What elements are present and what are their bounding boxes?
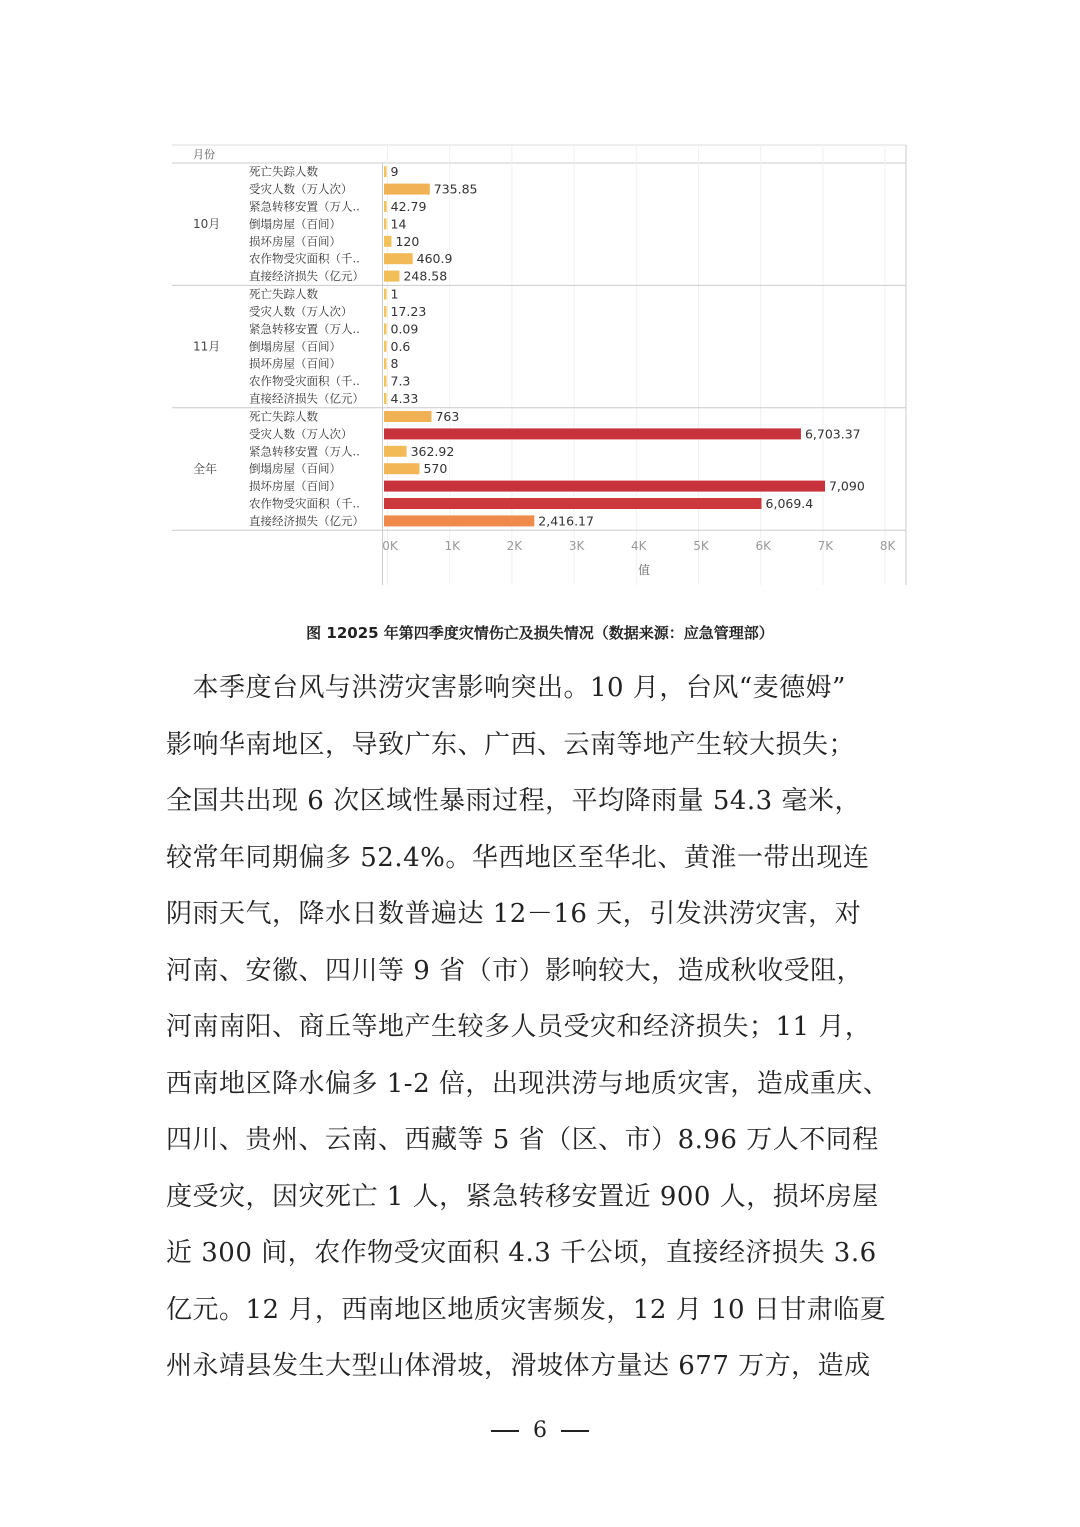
row-label: 紧急转移安置（万人.. — [249, 321, 360, 336]
data-bar — [384, 428, 801, 439]
data-label: 14 — [390, 216, 407, 232]
data-bar — [384, 446, 407, 457]
body-line: 州永靖县发生大型山体滑坡，滑坡体方量达 677 万方，造成 — [166, 1351, 871, 1381]
x-axis-title: 值 — [637, 563, 651, 577]
figure-caption: 图 12025 年第四季度灾情伤亡及损失情况（数据来源：应急管理部） — [306, 624, 774, 642]
x-tick-label: 1K — [444, 539, 460, 553]
data-bar — [384, 218, 387, 229]
row-label: 受灾人数（万人次） — [249, 426, 353, 441]
data-label: 42.79 — [390, 199, 427, 214]
row-label: 农作物受灾面积（千.. — [249, 374, 360, 389]
row-label: 受灾人数（万人次） — [249, 182, 353, 197]
data-bar — [384, 358, 387, 369]
data-bar — [384, 271, 399, 282]
row-label: 损坏房屋（百间） — [249, 479, 341, 494]
disaster-bar-chart — [0, 0, 1080, 600]
chart-header-label: 月份 — [193, 148, 215, 161]
x-tick-label: 7K — [817, 539, 834, 553]
x-tick-label: 3K — [568, 539, 585, 553]
data-label: 0.09 — [390, 321, 419, 337]
data-bar — [384, 166, 387, 177]
row-label: 损坏房屋（百间） — [249, 234, 341, 249]
data-label: 7.3 — [390, 373, 411, 389]
row-label: 紧急转移安置（万人.. — [249, 444, 360, 459]
data-label: 7,090 — [828, 478, 865, 494]
row-label: 死亡失踪人数 — [249, 409, 318, 424]
data-bar — [384, 306, 387, 317]
row-label: 损坏房屋（百间） — [249, 356, 341, 371]
row-label: 直接经济损失（亿元） — [249, 269, 364, 284]
data-label: 6,069.4 — [765, 496, 814, 511]
group-label: 全年 — [193, 462, 218, 476]
data-label: 17.23 — [390, 304, 427, 319]
x-tick-label: 6K — [755, 539, 771, 553]
data-label: 1 — [390, 286, 399, 302]
row-label: 倒塌房屋（百间） — [249, 339, 341, 354]
group-label: 11月 — [193, 339, 221, 354]
data-bar — [384, 253, 413, 264]
body-line: 全国共出现 6 次区域性暴雨过程，平均降雨量 54.3 毫米， — [166, 786, 861, 816]
body-line: 西南地区降水偏多 1-2 倍，出现洪涝与地质灾害，造成重庆、 — [166, 1068, 890, 1099]
body-line: 近 300 间，农作物受灾面积 4.3 千公顷，直接经济损失 3.6 — [166, 1238, 877, 1268]
footer-dash-right — [561, 1430, 589, 1432]
x-tick-label: 0K — [382, 539, 398, 553]
row-label: 农作物受灾面积（千.. — [249, 251, 360, 266]
body-line: 河南、安徽、四川等 9 省（市）影响较大，造成秋收受阻， — [166, 955, 864, 986]
page-footer — [0, 1418, 1080, 1443]
data-bar — [384, 376, 387, 387]
data-label: 763 — [435, 409, 460, 424]
data-bar — [384, 323, 387, 334]
body-line: 度受灾，因灾死亡 1 人，紧急转移安置近 900 人，损坏房屋 — [166, 1181, 879, 1212]
page-number: 6 — [533, 1418, 547, 1443]
data-label: 570 — [423, 461, 448, 477]
data-bar — [384, 393, 387, 404]
body-line: 亿元。12 月，西南地区地质灾害频发，12 月 10 日甘肃临夏 — [166, 1294, 887, 1325]
data-label: 120 — [395, 233, 420, 249]
data-bar — [384, 289, 387, 300]
body-line: 影响华南地区，导致广东、广西、云南等地产生较大损失； — [166, 729, 856, 760]
data-bar — [384, 236, 391, 247]
row-label: 死亡失踪人数 — [249, 164, 318, 179]
row-label: 直接经济损失（亿元） — [249, 513, 364, 528]
data-label: 9 — [390, 164, 399, 180]
row-label: 受灾人数（万人次） — [249, 304, 353, 319]
data-bar — [384, 341, 387, 352]
data-label: 4.33 — [390, 391, 419, 406]
x-tick-label: 2K — [506, 539, 523, 553]
data-bar — [384, 201, 387, 212]
body-line: 河南南阳、商丘等地产生较多人员受灾和经济损失；11 月， — [166, 1012, 872, 1042]
body-line: 较常年同期偏多 52.4%。华西地区至华北、黄淮一带出现连 — [166, 842, 870, 873]
data-bar — [384, 515, 534, 526]
x-tick-label: 4K — [631, 539, 647, 553]
body-line: 本季度台风与洪涝灾害影响突出。10 月，台风“麦德姆” — [166, 673, 846, 703]
data-bar — [384, 411, 431, 422]
data-label: 0.6 — [390, 338, 411, 354]
body-paragraph — [166, 660, 926, 1395]
data-label: 8 — [390, 356, 399, 372]
data-bar — [384, 184, 430, 195]
data-label: 6,703.37 — [804, 426, 861, 442]
group-label: 10月 — [193, 217, 221, 232]
data-bar — [384, 481, 825, 492]
data-label: 735.85 — [433, 181, 478, 197]
row-label: 死亡失踪人数 — [249, 287, 318, 302]
row-label: 农作物受灾面积（千.. — [249, 496, 360, 511]
x-tick-label: 8K — [879, 539, 896, 553]
body-line: 四川、贵州、云南、西藏等 5 省（区、市）8.96 万人不同程 — [166, 1125, 879, 1155]
footer-dash-left — [491, 1430, 519, 1432]
data-label: 362.92 — [410, 443, 455, 459]
chart-svg — [0, 0, 1080, 600]
data-label: 248.58 — [403, 268, 448, 284]
data-label: 2,416.17 — [538, 513, 594, 529]
data-bar — [384, 463, 419, 474]
data-bar — [384, 498, 762, 509]
row-label: 倒塌房屋（百间） — [249, 216, 341, 231]
body-line: 阴雨天气，降水日数普遍达 12－16 天，引发洪涝灾害，对 — [166, 899, 862, 929]
x-tick-label: 5K — [693, 539, 709, 553]
row-label: 紧急转移安置（万人.. — [249, 199, 360, 214]
row-label: 直接经济损失（亿元） — [249, 391, 364, 406]
row-label: 倒塌房屋（百间） — [249, 461, 341, 476]
data-label: 460.9 — [416, 251, 453, 267]
